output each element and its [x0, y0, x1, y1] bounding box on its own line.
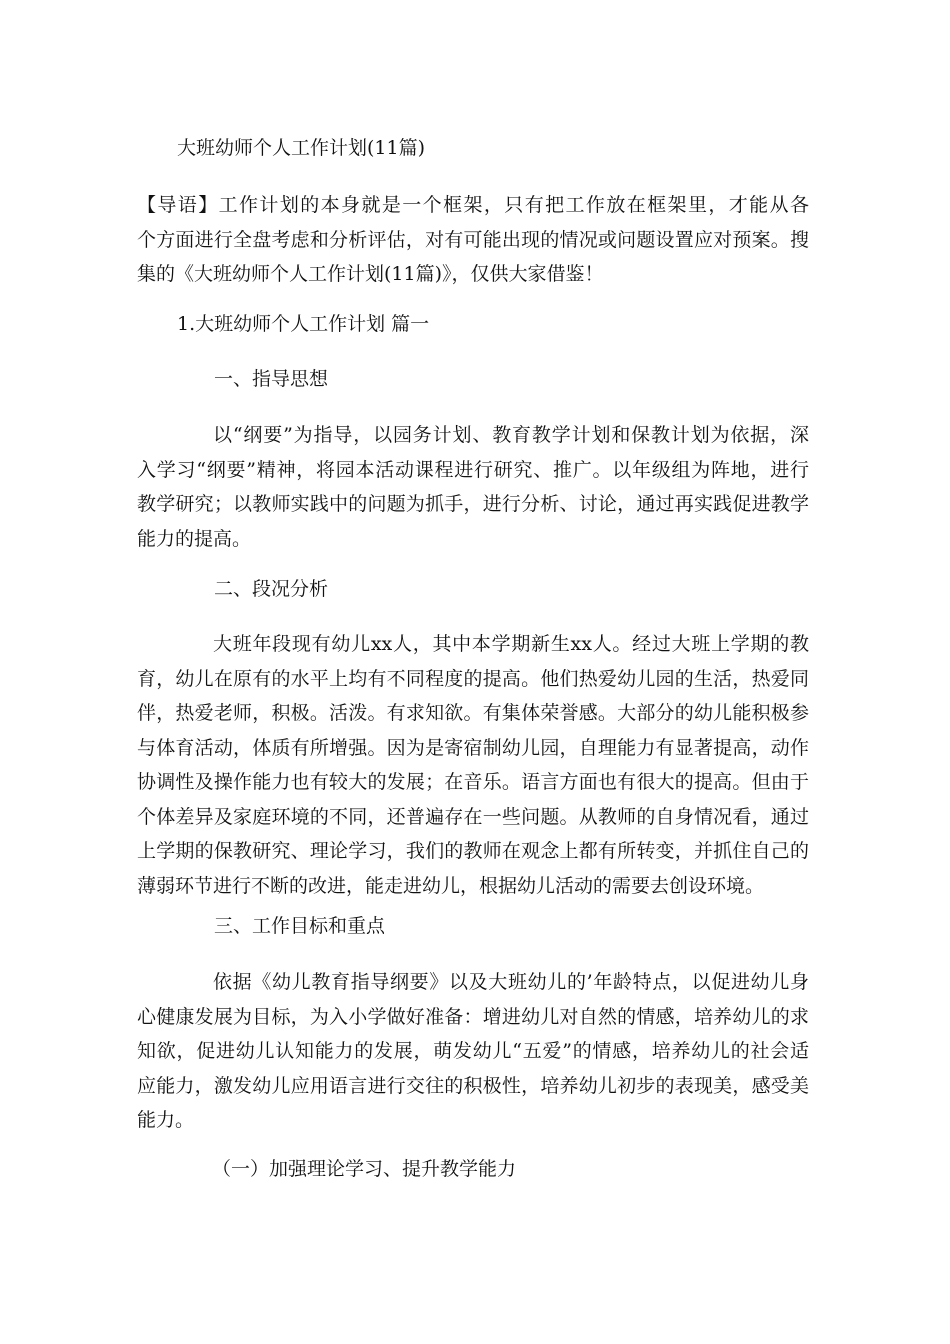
paragraph-goals	[137, 965, 809, 1138]
paragraph-line: 能力的提高。	[137, 527, 252, 550]
paragraph-line: 与体育活动，体质有所增强。因为是寄宿制幼儿园，自理能力有显著提高，动作	[137, 736, 809, 759]
heading-situation-analysis: 二、段况分析	[214, 578, 329, 600]
paragraph-guiding-thought	[137, 418, 809, 556]
heading-theory-study: （一）加强理论学习、提升教学能力	[212, 1158, 517, 1180]
paragraph-line: 大班年段现有幼儿xx人，其中本学期新生xx人。经过大班上学期的教	[213, 633, 809, 655]
paragraph-line: 知欲，促进幼儿认知能力的发展，萌发幼儿“五爱”的情感，培养幼儿的社会适	[137, 1040, 809, 1062]
paragraph-situation-analysis	[137, 627, 809, 903]
paragraph-line: 能力。	[137, 1109, 195, 1131]
paragraph-line: 入学习“纲要”精神，将园本活动课程进行研究、推广。以年级组为阵地，进行	[137, 458, 809, 481]
paragraph-line: 协调性及操作能力也有较大的发展；在音乐。语言方面也有很大的提高。但由于	[137, 771, 809, 793]
heading-guiding-thought: 一、指导思想	[214, 368, 329, 390]
document-title: 大班幼师个人工作计划(11篇)	[177, 137, 426, 159]
paragraph-line: 伴，热爱老师，积极。活泼。有求知欲。有集体荣誉感。大部分的幼儿能积极参	[137, 702, 809, 724]
paragraph-line: 应能力，激发幼儿应用语言进行交往的积极性，培养幼儿初步的表现美，感受美	[137, 1074, 809, 1097]
paragraph-line: 薄弱环节进行不断的改进，能走进幼儿，根据幼儿活动的需要去创设环境。	[137, 874, 765, 897]
section-title: 1.大班幼师个人工作计划 篇一	[177, 313, 430, 335]
intro-line: 个方面进行全盘考虑和分析评估，对有可能出现的情况或问题设置应对预案。搜	[137, 228, 809, 251]
paragraph-line: 个体差异及家庭环境的不同，还普遍存在一些问题。从教师的自身情况看，通过	[137, 805, 809, 828]
intro-paragraph	[137, 188, 809, 292]
paragraph-line: 以“纲要”为指导，以园务计划、教育教学计划和保教计划为依据，深	[213, 424, 809, 446]
intro-line: 【导语】工作计划的本身就是一个框架，只有把工作放在框架里，才能从各	[137, 194, 809, 216]
intro-line: 集的《大班幼师个人工作计划(11篇)》，仅供大家借鉴！	[137, 263, 604, 285]
paragraph-line: 上学期的保教研究、理论学习，我们的教师在观念上都有所转变，并抓住自己的	[137, 840, 809, 862]
paragraph-line: 心健康发展为目标，为入小学做好准备：增进幼儿对自然的情感，培养幼儿的求	[137, 1005, 809, 1028]
paragraph-line: 育，幼儿在原有的水平上均有不同程度的提高。他们热爱幼儿园的生活，热爱同	[137, 667, 809, 690]
paragraph-line: 依据《幼儿教育指导纲要》以及大班幼儿的’年龄特点，以促进幼儿身	[213, 971, 809, 993]
paragraph-line: 教学研究；以教师实践中的问题为抓手，进行分析、讨论，通过再实践促进教学	[137, 493, 809, 515]
heading-goals: 三、工作目标和重点	[214, 915, 386, 937]
